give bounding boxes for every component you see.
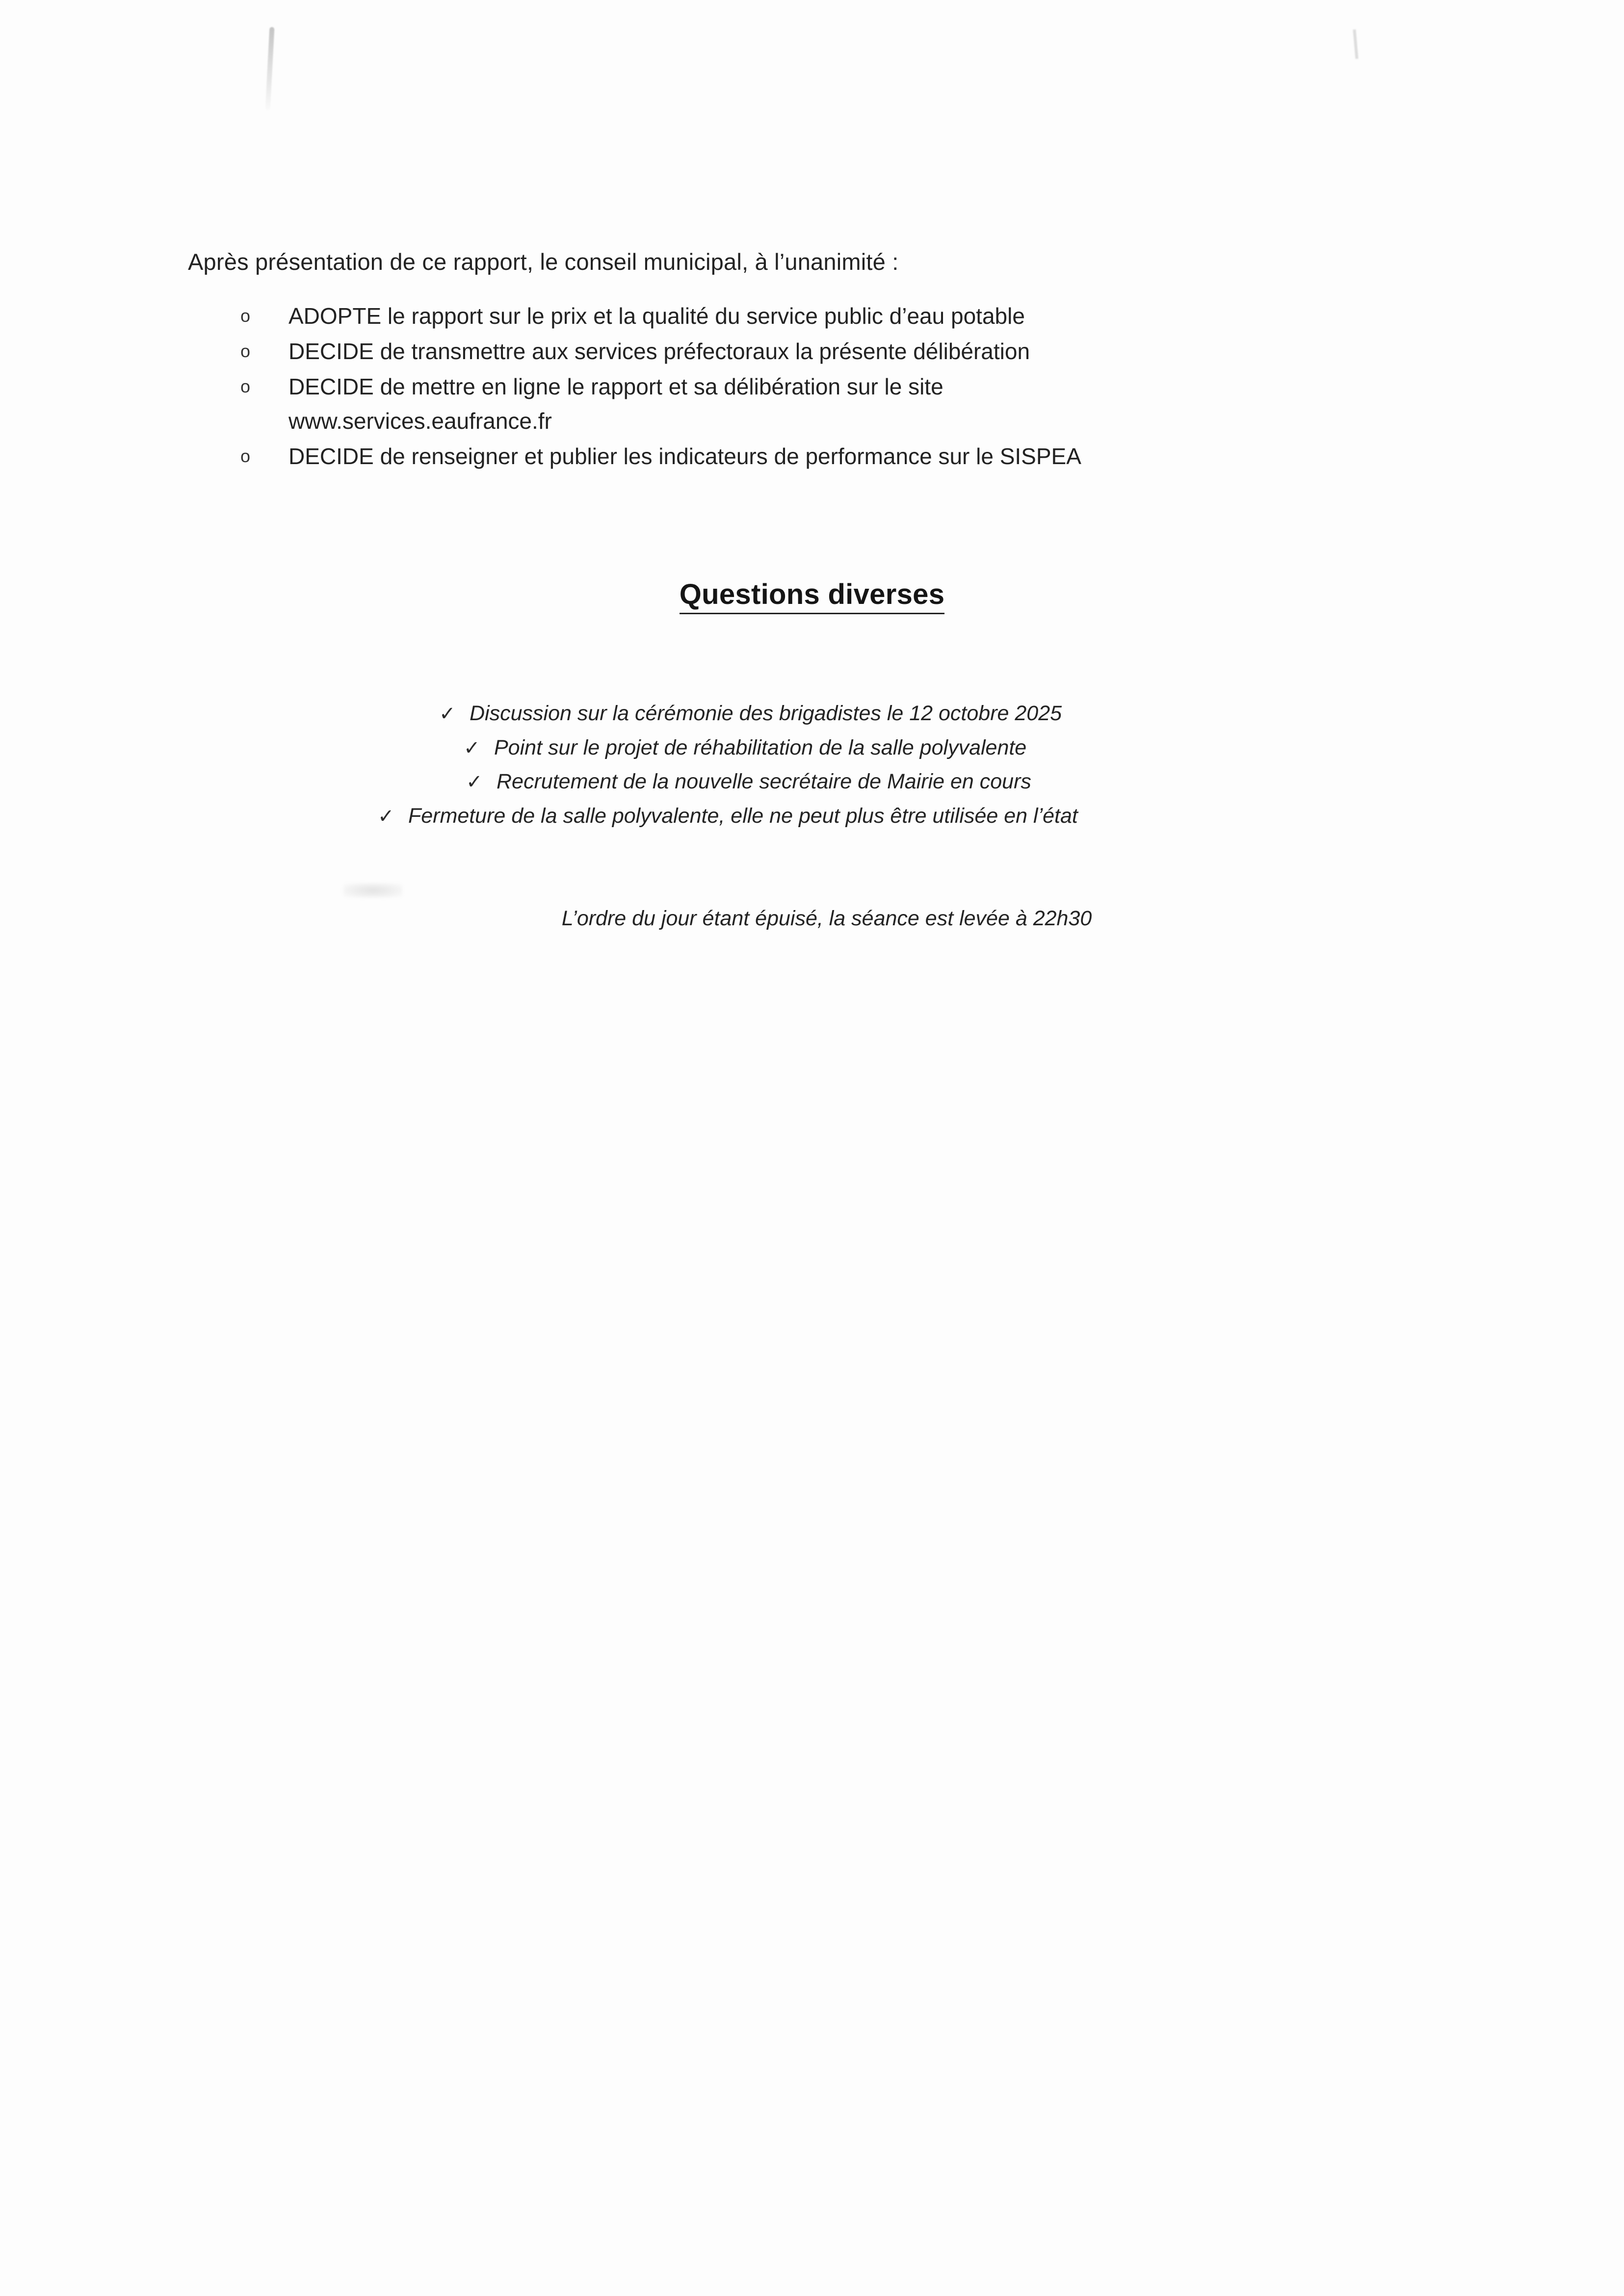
- list-item: [0, 697, 1624, 731]
- list-item: [0, 799, 1624, 834]
- section-heading: [0, 578, 1624, 611]
- check-icon: ✓: [464, 737, 480, 759]
- scan-artifact-secondary-icon: [1353, 29, 1358, 59]
- list-item: [0, 765, 1624, 799]
- list-item: [231, 299, 1457, 334]
- check-icon: ✓: [439, 703, 456, 725]
- list-item: [231, 440, 1457, 474]
- questions-list: [0, 697, 1624, 834]
- list-bullet-icon: o: [240, 445, 251, 466]
- list-item-text: DECIDE de transmettre aux services préfectoraux la présente délibération: [288, 338, 1030, 364]
- list-item: [0, 731, 1624, 765]
- check-icon: ✓: [466, 771, 483, 793]
- list-item: [231, 335, 1457, 369]
- list-item-url: www.services.eaufrance.fr: [288, 408, 552, 434]
- list-item-text: DECIDE de renseigner et publier les indicateurs de performance sur le SISPEA: [288, 443, 1081, 469]
- scan-smudge-icon: [343, 883, 402, 898]
- list-item-text: Recrutement de la nouvelle secrétaire de Mairie en cours: [497, 770, 1031, 794]
- list-item-text: ADOPTE le rapport sur le prix et la qualité du service public d’eau potable: [288, 303, 1025, 329]
- list-item-text: Fermeture de la salle polyvalente, elle ne peut plus être utilisée en l’état: [408, 804, 1078, 828]
- list-bullet-icon: o: [240, 376, 251, 396]
- closing-paragraph: L’ordre du jour étant épuisé, la séance est levée à 22h30: [561, 907, 1092, 930]
- list-item-text: Discussion sur la cérémonie des brigadistes le 12 octobre 2025: [470, 702, 1062, 725]
- list-bullet-icon: o: [240, 306, 251, 326]
- section-heading-text: Questions diverses: [680, 578, 945, 614]
- list-item-text: Point sur le projet de réhabilitation de la salle polyvalente: [494, 735, 1027, 759]
- list-item: [231, 370, 1457, 439]
- check-icon: ✓: [378, 805, 394, 827]
- intro-paragraph: Après présentation de ce rapport, le conseil municipal, à l’unanimité :: [188, 249, 899, 275]
- scan-artifact-icon: [265, 27, 275, 110]
- list-item-text: DECIDE de mettre en ligne le rapport et sa délibération sur le site: [288, 373, 943, 399]
- list-bullet-icon: o: [240, 340, 251, 361]
- decision-list: [231, 299, 1457, 475]
